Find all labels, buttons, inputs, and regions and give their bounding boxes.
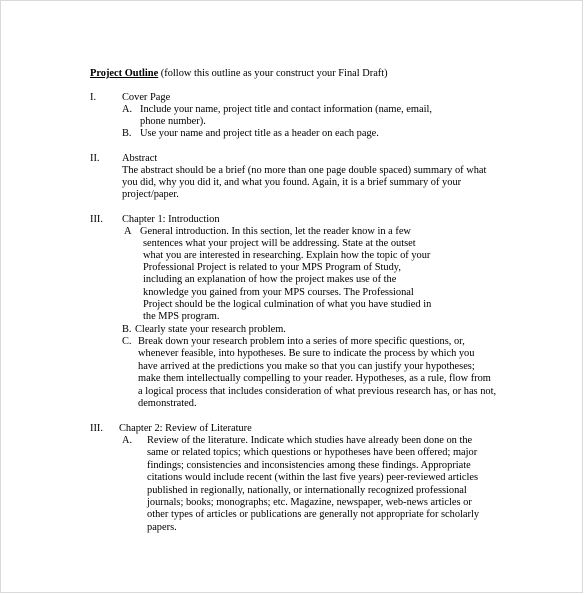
item-line: citations would include recent (within the last five years) peer-reviewed articles [147,472,479,483]
item-line: whenever feasible, into hypotheses. Be sure to indicate the process by which you [138,348,475,359]
item-line: General introduction. In this section, let the reader know in a few [140,226,411,237]
body-line: you did, why you did it, and what you found. Again, it is a brief summary of your [122,177,462,188]
item-marker: A [124,226,132,237]
outline-title [90,68,388,80]
section-numeral: II. [90,153,100,164]
body-line: The abstract should be a brief (no more than one page double spaced) summary of what [122,165,487,176]
section-numeral: III. [90,214,103,225]
item-line: Review of the literature. Indicate which studies have already been done on the [147,435,473,446]
item-line: phone number). [140,116,206,127]
item-line: knowledge you gained from your MPS courses. The Professional [143,287,414,298]
item-line: the MPS program. [143,311,220,322]
item-marker: B. [122,324,132,335]
section-heading: Abstract [122,153,158,164]
item-line: including an explanation of how the project makes use of the [143,274,397,285]
item-line: Break down your research problem into a series of more specific questions, or, [138,336,465,347]
section-heading: Cover Page [122,92,171,103]
item-line: Include your name, project title and contact information (name, email, [140,104,432,115]
item-line: have arrived at the predictions you make so that you can justify your hypotheses; [138,361,475,372]
outline-title-note: (follow this outline as your construct your Final Draft) [158,68,388,79]
item-line: papers. [147,522,177,533]
item-marker: C. [122,336,132,347]
item-line: journals; books; monographs; etc. Magazine, newspaper, web-news articles or [147,497,472,508]
item-line: Professional Project is related to your MPS Program of Study, [143,262,401,273]
outline-title-heading: Project Outline [90,68,159,79]
item-marker: A. [122,104,133,115]
item-line: findings; consistencies and inconsistencies among these findings. Appropriate [147,460,471,471]
item-line: a logical process that includes consideration of what previous research has, or has not, [138,386,497,397]
section-numeral: III. [90,423,103,434]
item-marker: A. [122,435,133,446]
section-heading: Chapter 1: Introduction [122,214,220,225]
item-line: sentences what your project will be addressing. State at the outset [143,238,416,249]
section-heading: Chapter 2: Review of Literature [119,423,252,434]
item-marker: B. [122,128,132,139]
item-line: same or related topics; which questions or hypotheses have been offered; major [147,447,478,458]
item-line: demonstrated. [138,398,197,409]
item-line: other types of articles or publications are generally not appropriate for scholarly [147,509,480,520]
item-line: what you are interested in researching. Explain how the topic of your [143,250,431,261]
item-line: Use your name and project title as a header on each page. [140,128,379,139]
body-line: project/paper. [122,189,179,200]
item-line: Clearly state your research problem. [135,324,286,335]
item-line: make them intellectually compelling to your reader. Hypotheses, as a rule, flow from [138,373,491,384]
item-line: Project should be the logical culmination of what you have studied in [143,299,432,310]
section-numeral: I. [90,92,97,103]
item-line: published in regionally, nationally, or internationally recognized professional [147,485,467,496]
